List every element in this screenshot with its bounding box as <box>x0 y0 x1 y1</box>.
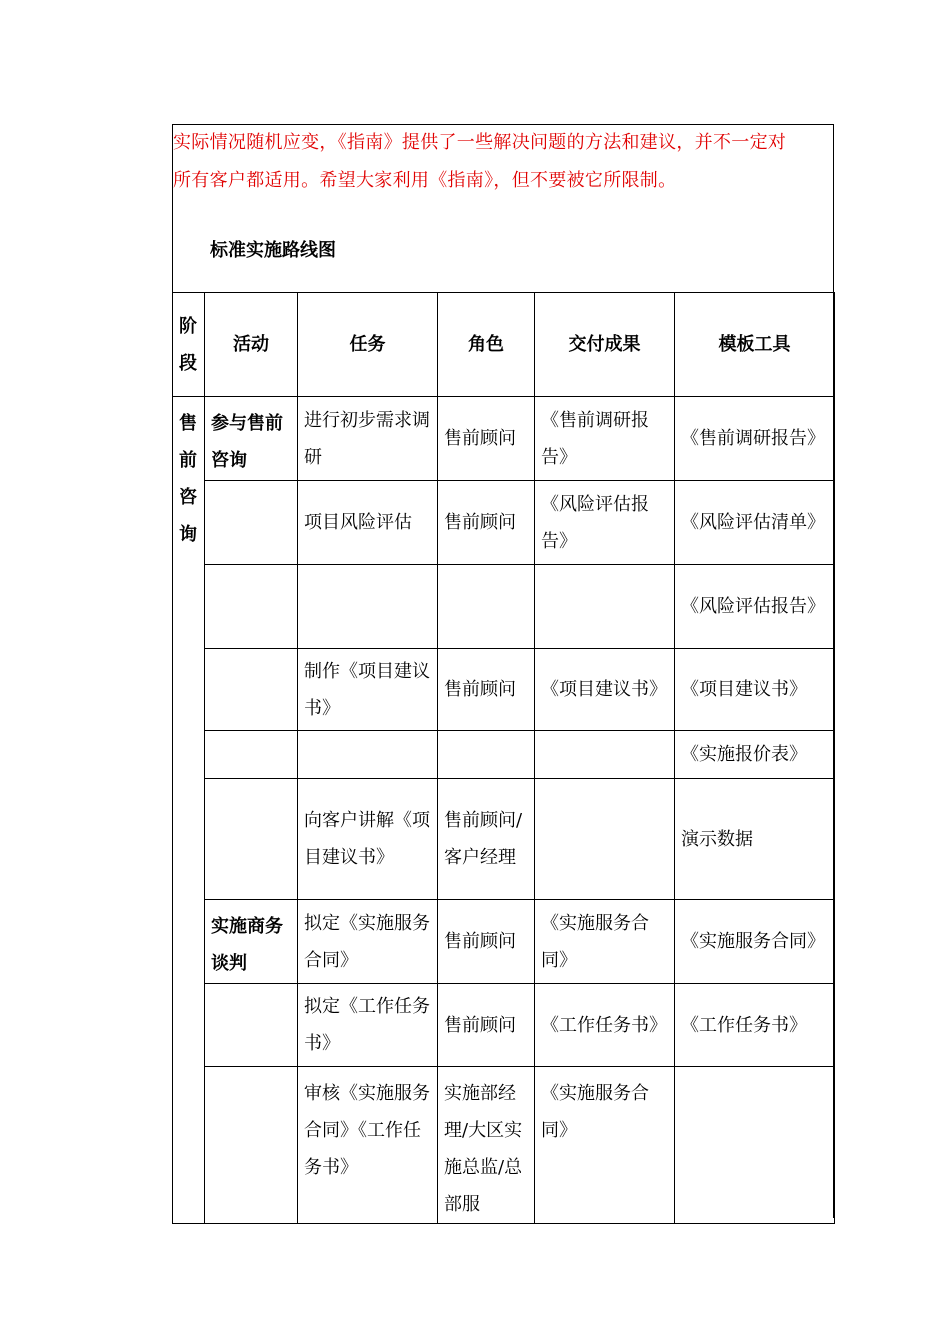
table-row <box>173 565 835 649</box>
template-cell: 《项目建议书》 <box>675 649 835 731</box>
task-cell: 向客户讲解《项目建议书》 <box>298 779 438 900</box>
intro-note <box>173 124 833 200</box>
header-activity: 活动 <box>205 293 298 397</box>
intro-note-line-1: 实际情况随机应变，《指南》提供了一些解决问题的方法和建议，并不一定对 <box>173 132 787 153</box>
task-cell <box>298 731 438 779</box>
activity-cell <box>205 1067 298 1224</box>
table-row <box>173 731 835 779</box>
template-cell: 《实施服务合同》 <box>675 900 835 984</box>
template-cell: 演示数据 <box>675 779 835 900</box>
deliverable-cell: 《工作任务书》 <box>535 984 675 1067</box>
table-row <box>173 900 835 984</box>
role-cell: 实施部经理/大区实施总监/总部服 <box>438 1067 535 1224</box>
deliverable-cell: 《实施服务合同》 <box>535 1067 675 1224</box>
role-cell: 售前顾问 <box>438 481 535 565</box>
table-row <box>173 649 835 731</box>
role-cell: 售前顾问 <box>438 900 535 984</box>
activity-cell <box>205 649 298 731</box>
deliverable-cell: 《实施服务合同》 <box>535 900 675 984</box>
template-cell: 《风险评估清单》 <box>675 481 835 565</box>
intro-note-line-2: 所有客户都适用。希望大家利用《指南》，但不要被它所限制。 <box>173 170 677 191</box>
task-cell: 拟定《实施服务合同》 <box>298 900 438 984</box>
template-cell: 《风险评估报告》 <box>675 565 835 649</box>
deliverable-cell: 《售前调研报告》 <box>535 397 675 481</box>
activity-cell: 实施商务谈判 <box>205 900 298 984</box>
table-row <box>173 779 835 900</box>
table-row <box>173 1067 835 1224</box>
header-deliverable: 交付成果 <box>535 293 675 397</box>
activity-cell <box>205 481 298 565</box>
task-cell: 进行初步需求调研 <box>298 397 438 481</box>
activity-cell <box>205 565 298 649</box>
section-title: 标准实施路线图 <box>210 240 336 261</box>
stage-cell: 售前咨询 <box>173 397 205 1224</box>
template-cell <box>675 1067 835 1224</box>
header-task: 任务 <box>298 293 438 397</box>
template-cell: 《工作任务书》 <box>675 984 835 1067</box>
role-cell <box>438 731 535 779</box>
role-cell <box>438 565 535 649</box>
header-stage: 阶段 <box>173 293 205 397</box>
activity-cell: 参与售前咨询 <box>205 397 298 481</box>
table-row <box>173 984 835 1067</box>
task-cell <box>298 565 438 649</box>
template-cell: 《售前调研报告》 <box>675 397 835 481</box>
task-cell: 审核《实施服务合同》《工作任务书》 <box>298 1067 438 1224</box>
deliverable-cell <box>535 565 675 649</box>
deliverable-cell: 《风险评估报告》 <box>535 481 675 565</box>
deliverable-cell: 《项目建议书》 <box>535 649 675 731</box>
role-cell: 售前顾问/客户经理 <box>438 779 535 900</box>
deliverable-cell <box>535 779 675 900</box>
roadmap-table <box>172 292 835 1224</box>
table-row <box>173 481 835 565</box>
task-cell: 制作《项目建议书》 <box>298 649 438 731</box>
table-header-row <box>173 293 835 397</box>
header-role: 角色 <box>438 293 535 397</box>
role-cell: 售前顾问 <box>438 397 535 481</box>
header-template: 模板工具 <box>675 293 835 397</box>
task-cell: 拟定《工作任务书》 <box>298 984 438 1067</box>
activity-cell <box>205 731 298 779</box>
template-cell: 《实施报价表》 <box>675 731 835 779</box>
role-cell: 售前顾问 <box>438 649 535 731</box>
role-cell: 售前顾问 <box>438 984 535 1067</box>
task-cell: 项目风险评估 <box>298 481 438 565</box>
table-row <box>173 397 835 481</box>
activity-cell <box>205 779 298 900</box>
activity-cell <box>205 984 298 1067</box>
deliverable-cell <box>535 731 675 779</box>
